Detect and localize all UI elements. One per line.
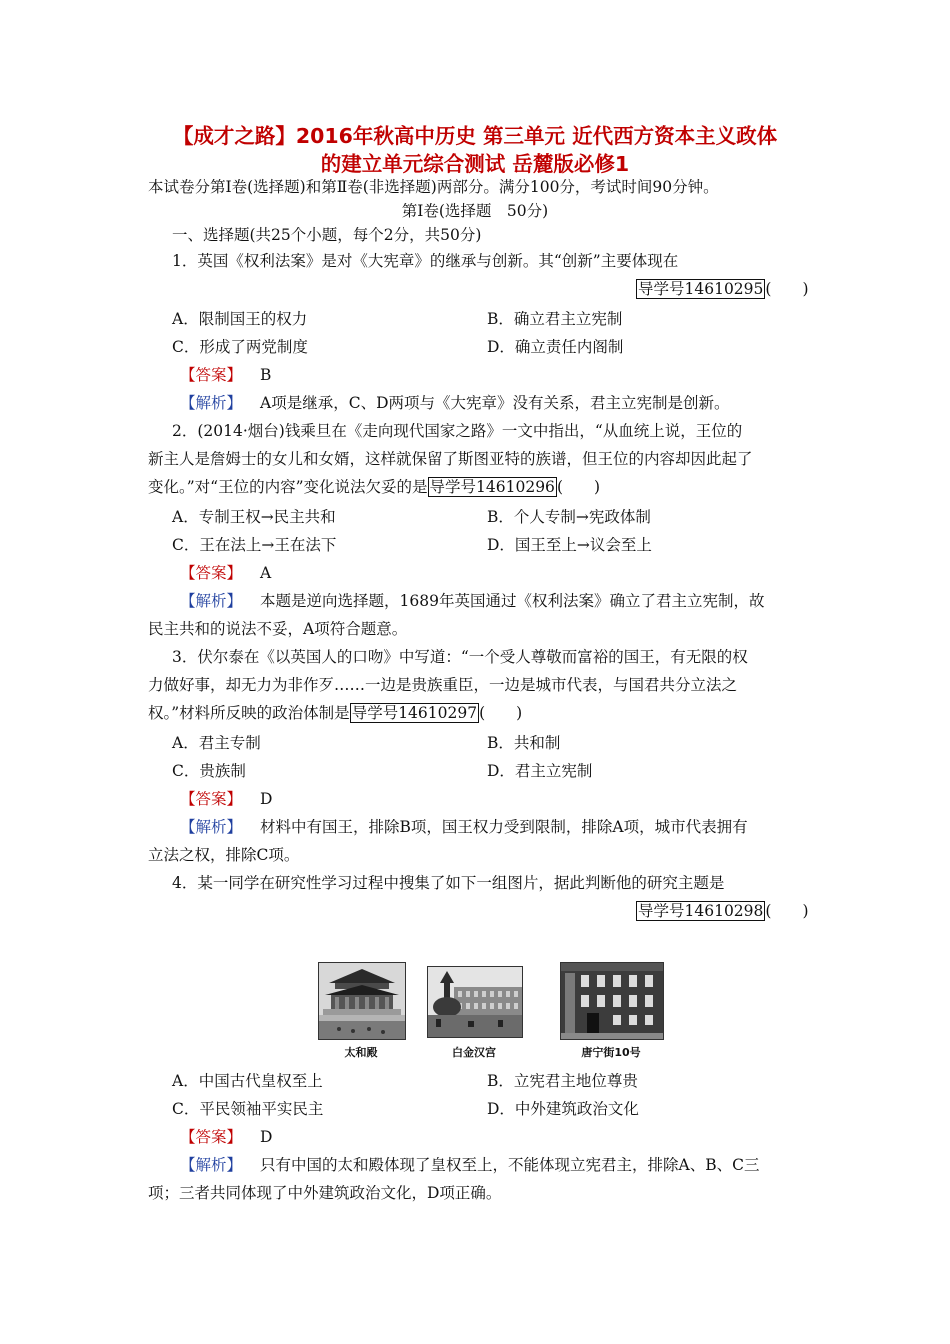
q3-answer-row [180,788,272,810]
q1-guide-number: 导学号14610295 [638,280,764,298]
q4-option-c: C．平民领袖平实民主 [172,1100,324,1118]
q4-option-b: B．立宪君主地位尊贵 [487,1072,638,1090]
q4-analysis-line1: 只有中国的太和殿体现了皇权至上，不能体现立宪君主，排除A、B、C三 [260,1156,760,1174]
q2-analysis-row [180,590,764,612]
q1-analysis-line1: A项是继承，C、D两项与《大宪章》没有关系，君主立宪制是创新。 [260,394,730,412]
downing-street-image [561,963,663,1039]
q2-answer-row [180,562,271,584]
q1-analysis-row [180,392,730,414]
q3-stem-line2: 力做好事，却无力为非作歹……一边是贵族重臣，一边是城市代表，与国君共分立法之 [148,676,738,694]
q3-guide-number: 导学号14610297 [351,704,478,722]
section-header: 第Ⅰ卷(选择题 50分) [401,202,549,220]
q3-option-a: A．君主专制 [172,734,261,752]
part-header: 一、选择题(共25个小题，每个2分，共50分) [172,226,482,244]
q4-option-a: A．中国古代皇权至上 [172,1072,323,1090]
q2-stem-line3: 变化。”对“王位的内容”变化说法欠妥的是 导学号14610296 ( ) [148,478,601,496]
q2-stem-line1: 2．(2014·烟台)钱乘旦在《走向现代国家之路》一文中指出，“从血统上说，王位的 [172,422,743,440]
q3-analysis-line1: 材料中有国王，排除B项，国王权力受到限制，排除A项，城市代表拥有 [260,818,748,836]
answer-label: 【答案】 [180,790,243,808]
answer-label: 【答案】 [180,564,243,582]
q1-option-c: C．形成了两党制度 [172,338,308,356]
photo-downing-street [560,962,664,1040]
analysis-label: 【解析】 [180,818,243,836]
q2-analysis-line1: 本题是逆向选择题，1689年英国通过《权利法案》确立了君主立宪制，故 [260,592,765,610]
q3-stem-line3: 权。”材料所反映的政治体制是 导学号14610297 ( ) [148,704,523,722]
q2-stem-line2: 新主人是詹姆士的女儿和女婿，这样就保留了斯图亚特的族谱，但王位的内容却因此起了 [148,450,753,468]
q2-option-b: B．个人专制→宪政体制 [487,508,651,526]
q4-paren: ( ) [765,902,809,920]
answer-label: 【答案】 [180,366,243,384]
q4-analysis-row [180,1154,759,1176]
q4-stem-line1: 4．某一同学在研究性学习过程中搜集了如下一组图片，据此判断他的研究主题是 [172,874,725,892]
q1-option-a: A．限制国王的权力 [172,310,308,328]
q2-option-d: D．国王至上→议会至上 [487,536,652,554]
q1-option-b: B．确立君主立宪制 [487,310,623,328]
answer-label: 【答案】 [180,1128,243,1146]
q4-answer: D [260,1128,273,1146]
q1-guide [636,278,809,300]
q4-guide-number: 导学号14610298 [638,902,764,920]
q1-answer: B [260,366,272,384]
q4-analysis-line2: 项；三者共同体现了中外建筑政治文化，D项正确。 [148,1184,502,1202]
q3-answer: D [260,790,273,808]
photo-buckingham-palace [427,966,523,1038]
buckingham-palace-image [428,967,522,1037]
photo-taihe-hall [318,962,406,1040]
analysis-label: 【解析】 [180,1156,243,1174]
q2-paren: ( ) [556,478,601,496]
q2-analysis-line2: 民主共和的说法不妥，A项符合题意。 [148,620,408,638]
doc-title-line2: 的建立单元综合测试 岳麓版必修1 [320,152,630,176]
q2-option-c: C．王在法上→王在法下 [172,536,337,554]
q3-paren: ( ) [479,704,523,722]
q3-option-c: C．贵族制 [172,762,246,780]
q4-option-d: D．中外建筑政治文化 [487,1100,639,1118]
q1-stem-line1: 1．英国《权利法案》是对《大宪章》的继承与创新。其“创新”主要体现在 [172,252,679,270]
q2-option-a: A．专制王权→民主共和 [172,508,336,526]
analysis-label: 【解析】 [180,592,243,610]
doc-title-line1: 【成才之路】2016年秋高中历史 第三单元 近代西方资本主义政体 [172,124,778,148]
q2-guide-number: 导学号14610296 [429,478,555,496]
q1-paren: ( ) [765,280,809,298]
q3-analysis-row [180,816,748,838]
q4-guide [636,900,809,922]
q3-stem-line1: 3．伏尔泰在《以英国人的口吻》中写道：“一个受人尊敬而富裕的国王，有无限的权 [172,648,748,666]
q2-answer: A [260,564,272,582]
q1-answer-row [180,364,271,386]
caption-downing-street: 唐宁街10号 [581,1046,641,1059]
q4-answer-row [180,1126,272,1148]
q3-option-d: D．君主立宪制 [487,762,593,780]
caption-taihe-hall: 太和殿 [344,1046,378,1059]
q3-option-b: B．共和制 [487,734,561,752]
q3-analysis-line2: 立法之权，排除C项。 [148,846,300,864]
caption-buckingham-palace: 白金汉宫 [452,1046,496,1059]
taihe-hall-image [319,963,405,1039]
intro-text: 本试卷分第Ⅰ卷(选择题)和第Ⅱ卷(非选择题)两部分。满分100分，考试时间90分钟。 [148,178,719,196]
q1-option-d: D．确立责任内阁制 [487,338,624,356]
analysis-label: 【解析】 [180,394,243,412]
